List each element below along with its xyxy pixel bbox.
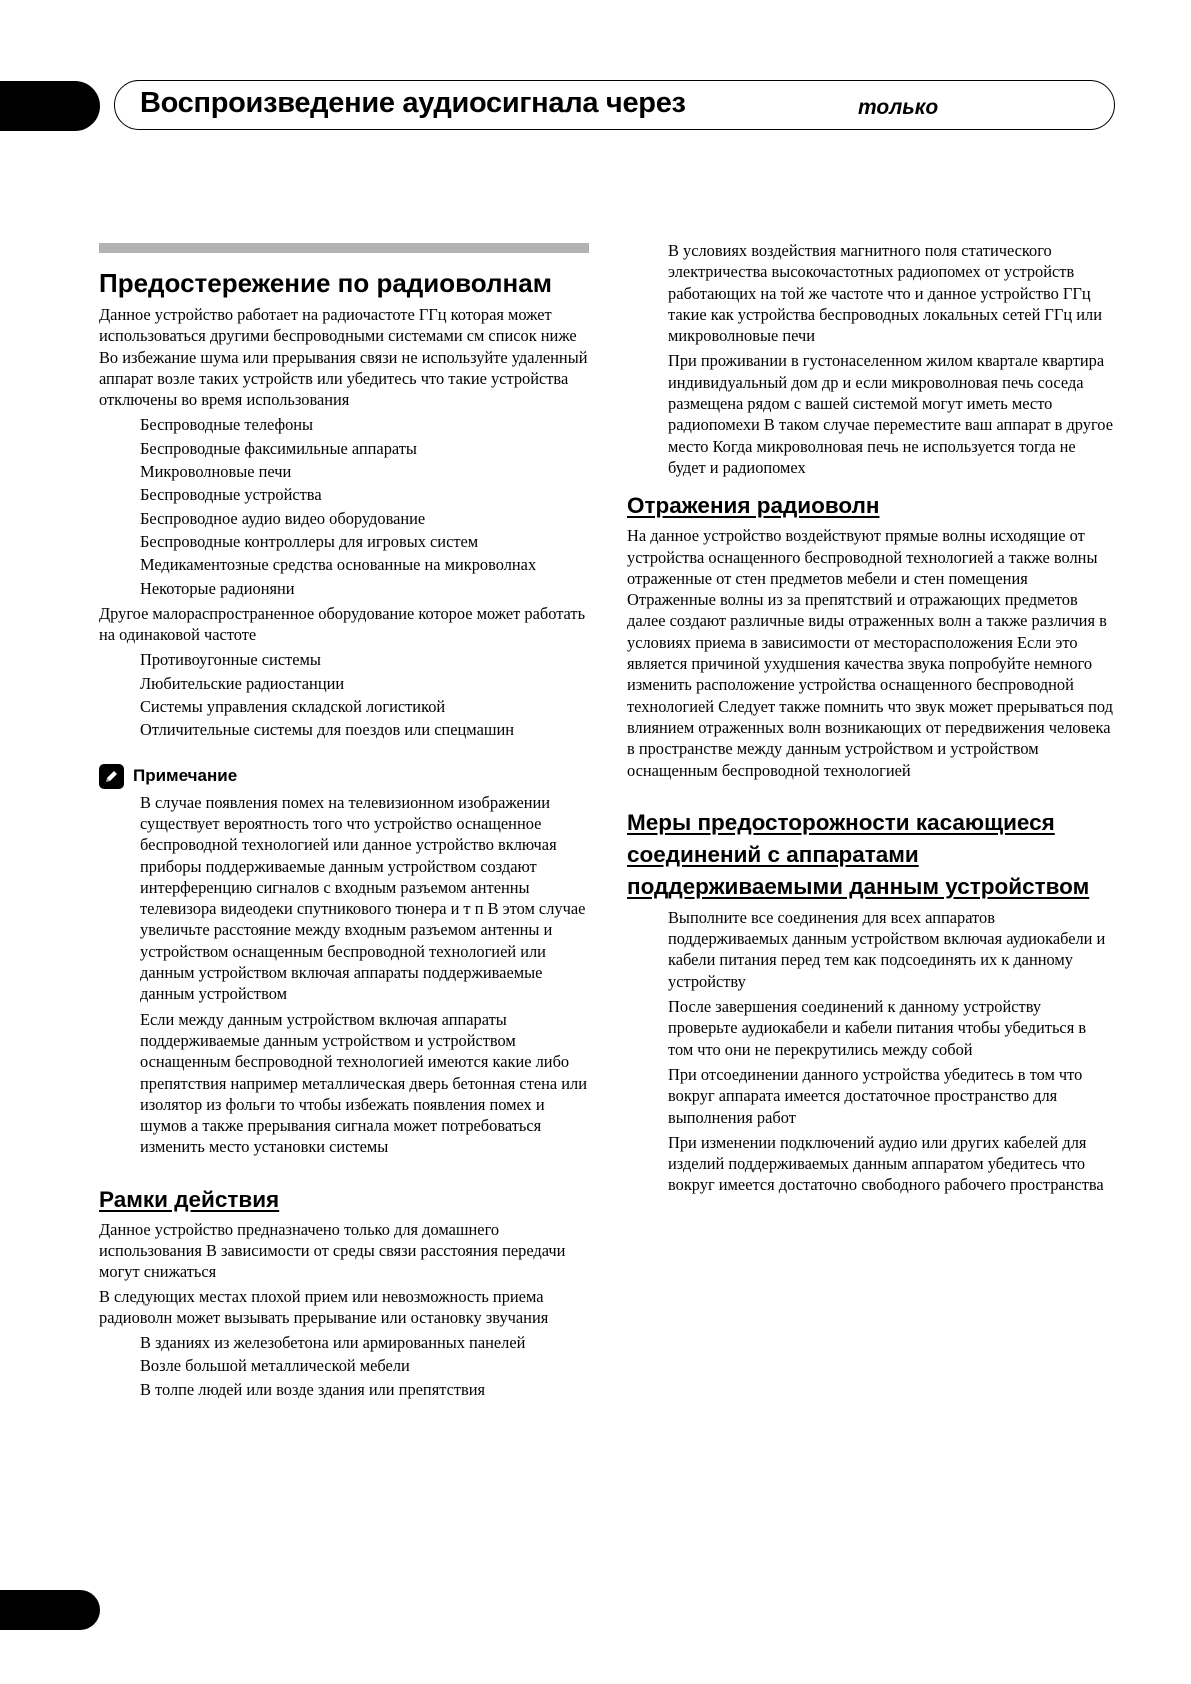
list-item: В зданиях из железобетона или армированных панелей bbox=[140, 1333, 526, 1353]
precautions-list bbox=[627, 907, 1114, 1196]
page-title-suffix: только bbox=[858, 96, 939, 119]
list-item: Медикаментозные средства основанные на микроволнах bbox=[140, 555, 537, 575]
chapter-tab bbox=[0, 81, 100, 131]
paragraph: Данное устройство предназначено только для домашнего использования В зависимости от среды связи расстояния передачи могут снижаться bbox=[99, 1219, 566, 1282]
list-item: В толпе людей или возде здания или препятствия bbox=[140, 1379, 486, 1399]
list-item: В условиях воздействия магнитного поля статического электричества высокочастотных радиопомех от устройств работающих на той же частоте что и данное устройство ГГц такие как устройства беспроводных локальных сетей ГГц или микроволновые печи bbox=[668, 241, 1102, 346]
note-title: Примечание bbox=[133, 766, 238, 786]
paragraph: Данное устройство работает на радиочастоте ГГц которая может использоваться другими беспроводными системами см список ниже Во избежание шума или прерывания связи не используйте удаленный аппарат возле таких устройств или убедитесь что такие устройства отключены во время использования bbox=[99, 305, 588, 410]
pencil-note-icon bbox=[99, 764, 124, 789]
list-item: Беспроводные устройства bbox=[140, 485, 322, 505]
left-column bbox=[99, 243, 589, 1404]
list-item: При изменении подключений аудио или других кабелей для изделий поддерживаемых данным аппаратом убедитесь что вокруг имеется достаточно свободного рабочего пространства bbox=[668, 1132, 1104, 1195]
page-title: Воспроизведение аудиосигнала через bbox=[140, 87, 686, 119]
section-title-range: Рамки действия bbox=[99, 1186, 280, 1212]
paragraph: В следующих местах плохой прием или невозможность приема радиоволн может вызывать прерывание или остановку звучания bbox=[99, 1286, 549, 1327]
note-paragraph: Если между данным устройством включая аппараты поддерживаемые данным устройством и устройством оснащенным беспроводной технологией имеются какие либо препятствия например металлическая дверь бетонная стена или изолятор из фольги то чтобы избежать появления помех и шумов а также прерывания сигнала может потребоваться изменить место установки системы bbox=[140, 1009, 587, 1157]
list-item: При проживании в густонаселенном жилом квартале квартира индивидуальный дом др и если микроволновая печь соседа размещена рядом с вашей системой могут иметь место радиопомехи В таком случае переместите ваш аппарат в другое место Когда микроволновая печь не используется тогда не будет и радиопомех bbox=[668, 351, 1113, 477]
page-number-tab bbox=[0, 1590, 100, 1630]
list-item: Беспроводные контроллеры для игровых систем bbox=[140, 531, 479, 551]
list-item: Беспроводные телефоны bbox=[140, 415, 314, 435]
continued-list bbox=[627, 240, 1114, 478]
note-heading bbox=[99, 764, 589, 789]
device-list bbox=[99, 413, 589, 599]
list-item: Противоугонные системы bbox=[140, 650, 321, 670]
section-title-precautions: Меры предосторожности касающиеся соединений с аппаратами поддерживаемыми данным устройством bbox=[627, 809, 1090, 899]
paragraph: На данное устройство воздействуют прямые волны исходящие от устройства оснащенного беспроводной технологией а также волны отраженные от стен предметов мебели и стен помещения Отраженные волны из за препятствий и отражающих предметов далее создают различные виды отраженных волн а также различия в условиях приема в зависимости от месторасположения Если это является причиной ухудшения качества звука попробуйте немного изменить расположение устройства оснащенного беспроводной технологией Следует также помнить что звук может прерываться под влиянием отраженных волн возникающих от передвижения человека в пространстве между данным устройством и устройством оснащенным беспроводной технологией bbox=[627, 526, 1113, 780]
list-item: Некоторые радионяни bbox=[140, 578, 295, 598]
list-item: Любительские радиостанции bbox=[140, 673, 345, 693]
list-item: После завершения соединений к данному устройству проверьте аудиокабели и кабели питания чтобы убедиться в том что они не перекрутились между собой bbox=[668, 997, 1087, 1059]
list-item: Отличительные системы для поездов или спецмашин bbox=[140, 720, 515, 740]
section-title-reflections: Отражения радиоволн bbox=[627, 493, 880, 519]
list-item: Возле большой металлической мебели bbox=[140, 1356, 410, 1376]
equipment-list bbox=[99, 648, 589, 741]
list-item: Системы управления складской логистикой bbox=[140, 697, 446, 717]
list-item: Беспроводные факсимильные аппараты bbox=[140, 438, 417, 458]
location-list bbox=[99, 1331, 589, 1401]
list-item: При отсоединении данного устройства убедитесь в том что вокруг аппарата имеется достаточное пространство для выполнения работ bbox=[668, 1064, 1083, 1127]
list-item: Беспроводное аудио видео оборудование bbox=[140, 508, 426, 528]
right-column bbox=[627, 240, 1114, 1200]
note-paragraph: В случае появления помех на телевизионном изображении существует вероятность того что устройство оснащенное беспроводной технологией или данное устройство включая приборы поддерживаемые данным устройством создают интерференцию сигналов с входным разъемом антенны телевизора видеодеки спутникового тюнера и т п В этом случае увеличьте расстояние между входным разъемом антенны и устройством оснащенным беспроводной технологией или данным устройством включая аппараты поддерживаемые данным устройством bbox=[140, 792, 586, 1004]
list-item: Выполните все соединения для всех аппаратов поддерживаемых данным устройством включая аудиокабели и кабели питания перед тем как подсоединять их к данному устройству bbox=[668, 907, 1106, 991]
note-body bbox=[99, 792, 589, 1158]
paragraph: Другое малораспространенное оборудование которое может работать на одинаковой частоте bbox=[99, 603, 586, 645]
section-divider-bar bbox=[99, 243, 589, 253]
section-title-radio-warning: Предостережение по радиоволнам bbox=[99, 268, 552, 298]
list-item: Микроволновые печи bbox=[140, 462, 292, 482]
